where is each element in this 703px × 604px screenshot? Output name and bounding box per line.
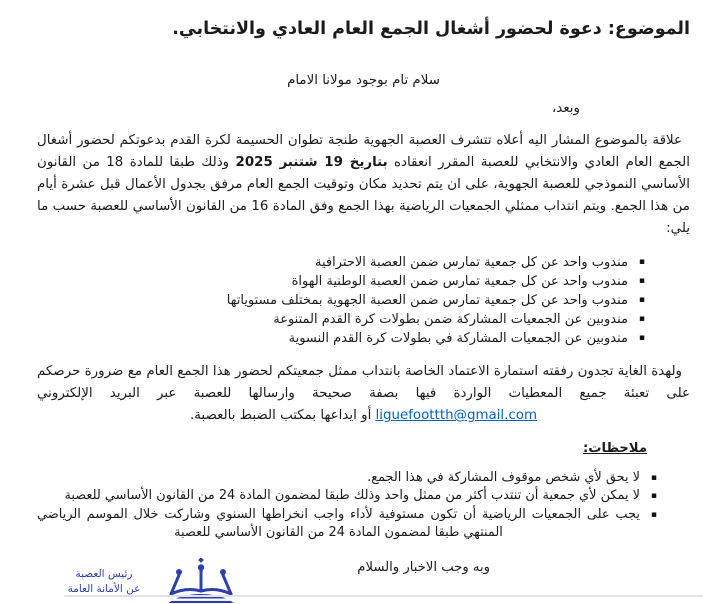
bullet-icon: ▪ (638, 333, 645, 344)
signature-title: رئيس العصبة (75, 568, 133, 580)
note-item (37, 506, 657, 543)
salutation-line: وبعد، (551, 101, 580, 117)
bullet-icon: ▪ (650, 509, 657, 520)
list-item (37, 253, 645, 272)
closing-line: وبه وجب الاخبار والسلام (357, 559, 490, 575)
list-item-text: مندوب واحد عن كل جمعية تمارس ضمن العصبة الاحترافية (314, 255, 628, 271)
paragraph2-continued: أو ايداعها بمكتب الضبط بالعصبة. (189, 408, 376, 424)
paragraph2-text: ولهدة الغاية تجدون رفقته استمارة الاعتماد الخاصة بانتداب ممثل جمعيتكم لحضور هذا الجمع العام مع ضرورة حرصكم على تعبئة جميع المعطيات الواردة فيها بصفة صحيحة وارسالها للعصبة عبر البريد الإلكتروني (37, 364, 690, 402)
paragraph1-continued: وذلك طبقا للمادة 18 من القانون الأساسي النموذجي للعصبة الجهوية، على ان يتم تحديد مكان وتوقيت الجمع العام مرفق بجدول الأعمال قبل عشرة أيام من هذا الجمع. ويتم انتداب ممثلي الجمعيات الرياضية بهذا الجمع وفق المادة 16 من القانون الأساسي للعصبة حسب ما يلي: (37, 154, 690, 236)
bullet-icon: ▪ (638, 276, 645, 287)
note-item-text: لا يحق لأي شخص موقوف المشاركة في هذا الجمع. (367, 469, 640, 485)
note-item-text: يجب على الجمعيات الرياضية أن تكون مستوفية لأداء واجب انخراطها السنوي وشاركت خلال الموسم الرياضي المنتهي طبقا لمضمون المادة 24 من القانون الأساسي للعصبة (37, 506, 640, 541)
bullet-icon: ▪ (638, 257, 645, 268)
signature-block (54, 567, 154, 597)
notes-list (37, 469, 690, 543)
meeting-date: بتاريخ 19 شتنبر 2025 (235, 154, 388, 170)
bullet-icon: ▪ (638, 314, 645, 325)
note-item-text: لا يمكن لأي جمعية أن تنتدب أكثر من ممثل واحد وذلك طبقا لمضمون المادة 24 من القانون الأساسي للعصبة (64, 488, 640, 504)
list-item (37, 272, 645, 291)
league-crest-icon (155, 558, 247, 604)
notes-heading: ملاحظات: (582, 440, 647, 456)
note-item (37, 487, 657, 506)
page-bottom-divider (64, 595, 703, 597)
list-item-text: مندوبين عن الجمعيات المشاركة في بطولات كرة القدم النسوية (288, 331, 628, 347)
greeting-line: سلام تام بوجود مولانا الامام (287, 73, 440, 88)
list-item-text: مندوبين عن الجمعيات المشاركة ضمن بطولات كرة القدم المتنوعة (273, 312, 628, 328)
signature-subtitle: عن الأمانة العامة (67, 583, 141, 595)
bullet-icon: ▪ (638, 295, 645, 306)
delegates-list (37, 253, 690, 348)
paragraph1-text: علاقة بالموضوع المشار اليه أعلاه تتشرف العصبة الجهوية طنجة تطوان الحسيمة لكرة القدم بدعوتكم لحضور أشغال الجمع العام العادي والانتخابي للعصبة المقرر انعقاده (37, 132, 690, 170)
list-item-text: مندوب واحد عن كل جمعية تمارس ضمن العصبة الوطنية الهواة (291, 274, 628, 290)
list-item (37, 329, 645, 348)
note-item (37, 469, 657, 488)
bullet-icon: ▪ (650, 491, 657, 502)
email-link[interactable]: liguefoottth@gmail.com (375, 408, 537, 424)
list-item-text: مندوب واحد عن كل جمعية تمارس ضمن العصبة الجهوية بمختلف مستوياتها (226, 293, 628, 309)
body-paragraph-1 (37, 130, 690, 240)
body-paragraph-2 (37, 361, 690, 427)
list-item (37, 310, 645, 329)
list-item (37, 291, 645, 310)
subject-line: الموضوع: دعوة لحضور أشغال الجمع العام العادي والانتخابي. (172, 19, 690, 39)
bullet-icon: ▪ (650, 472, 657, 483)
